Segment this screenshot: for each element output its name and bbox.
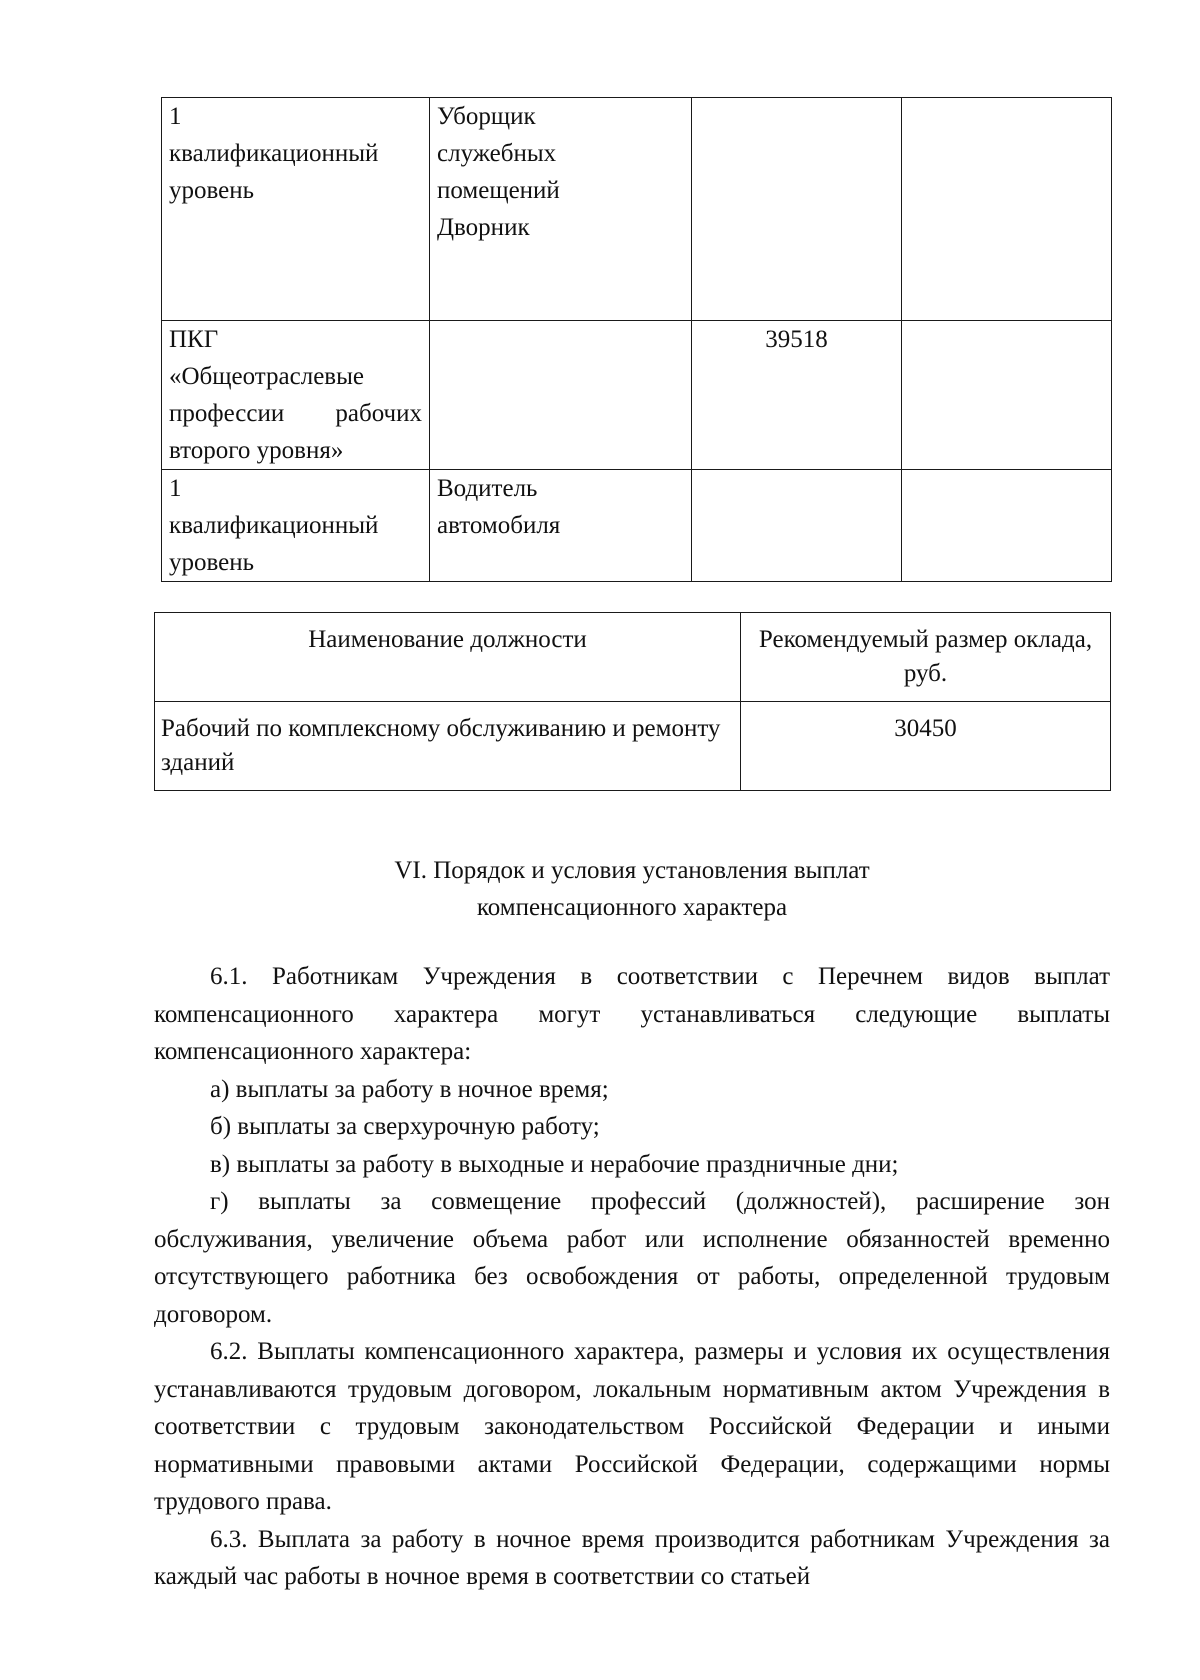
- list-item: г) выплаты за совмещение профессий (должностей), расширение зон обслуживания, увеличение объема работ или исполнение обязанностей временно отсутствующего работника без освобождения от работы, определенной трудовым договором.: [154, 1188, 1110, 1328]
- table-row: [162, 321, 1112, 470]
- level-line: квалификационный: [169, 140, 379, 167]
- salary-cell: [692, 470, 902, 582]
- note-cell: [902, 98, 1112, 321]
- paragraph-6-2: 6.2. Выплаты компенсационного характера, размеры и условия их осуществления устанавливаются трудовым договором, локальным нормативным актом Учреждения в соответствии с трудовым законодательством Российской Федерации и иными нормативными правовыми актами Российской Федерации, содержащими нормы трудового права.: [154, 1338, 1110, 1515]
- positions-cell: [430, 98, 692, 321]
- position-line: служебных: [437, 140, 557, 167]
- section-title-line: компенсационного характера: [476, 894, 788, 921]
- list-item: а) выплаты за работу в ночное время;: [210, 1075, 609, 1103]
- position-line: помещений: [437, 177, 560, 204]
- salary-cell: 39518: [692, 321, 902, 470]
- position-line: Уборщик: [437, 103, 536, 130]
- level-line: уровень: [169, 549, 255, 576]
- salary-cell: [692, 98, 902, 321]
- paragraph-6-3: 6.3. Выплата за работу в ночное время производится работникам Учреждения за каждый час работы в ночное время в соответствии со статьей: [154, 1525, 1110, 1590]
- salary-cell: 30450: [741, 702, 1111, 791]
- list-item: б) выплаты за сверхурочную работу;: [210, 1113, 600, 1140]
- section-heading: [154, 852, 1110, 926]
- position-cell: Рабочий по комплексному обслуживанию и ремонту зданий: [155, 702, 741, 791]
- level-line: второго уровня»: [169, 437, 344, 464]
- salary-groups-table: [161, 97, 1112, 582]
- level-line: 1: [169, 475, 182, 502]
- positions-cell: [430, 470, 692, 582]
- level-line: «Общеотраслевые: [169, 363, 364, 390]
- position-line: Водитель: [437, 475, 538, 502]
- level-cell: [162, 98, 430, 321]
- level-line: профессии рабочих: [169, 400, 422, 427]
- position-line: Дворник: [437, 214, 530, 241]
- level-cell: [162, 321, 430, 470]
- level-line: уровень: [169, 177, 255, 204]
- section-body: [154, 958, 1110, 1596]
- level-line: ПКГ: [169, 326, 219, 353]
- column-header-position: Наименование должности: [155, 613, 741, 702]
- position-line: автомобиля: [437, 512, 561, 539]
- column-header-salary: Рекомендуемый размер оклада, руб.: [741, 613, 1111, 702]
- list-item: в) выплаты за работу в выходные и нерабочие праздничные дни;: [210, 1150, 899, 1178]
- table-row: [162, 470, 1112, 582]
- note-cell: [902, 470, 1112, 582]
- table-row: [155, 702, 1111, 791]
- level-line: 1: [169, 103, 182, 130]
- table-row: [162, 98, 1112, 321]
- note-cell: [902, 321, 1112, 470]
- level-cell: [162, 470, 430, 582]
- table-header-row: [155, 613, 1111, 702]
- level-line: квалификационный: [169, 512, 379, 539]
- paragraph-6-1: 6.1. Работникам Учреждения в соответствии с Перечнем видов выплат компенсационного характера могут устанавливаться следующие выплаты компенсационного характера:: [154, 963, 1110, 1065]
- section-title-line: VI. Порядок и условия установления выплат: [394, 857, 870, 884]
- positions-cell: [430, 321, 692, 470]
- recommended-salary-table: [154, 612, 1111, 791]
